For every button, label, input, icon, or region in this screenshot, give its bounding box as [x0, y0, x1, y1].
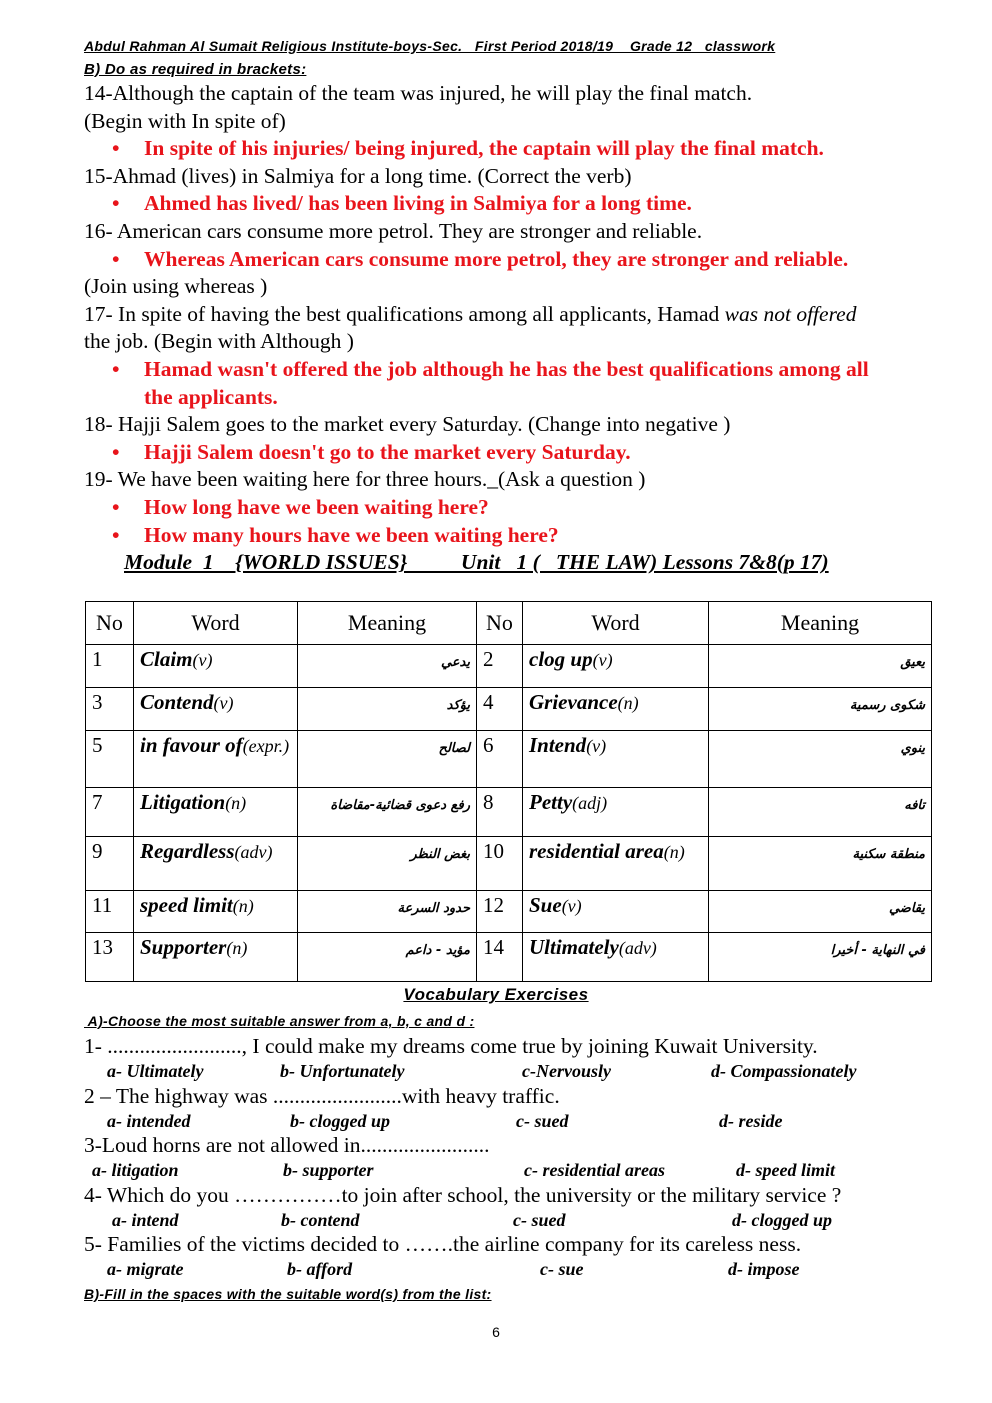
question-17 [84, 301, 944, 356]
q-text: 17- In spite of having the best qualifications among all applicants, Hamad [84, 301, 725, 326]
part-of-speech: (v) [586, 736, 607, 756]
word: Ultimately [529, 935, 619, 959]
answer-option[interactable]: d- impose [728, 1259, 800, 1279]
question-stem: 4- Which do you ……………to join after school, the university or the military service ? [84, 1182, 842, 1207]
vocab-exercises-title: Vocabulary Exercises [403, 985, 589, 1004]
part-of-speech: (v) [561, 896, 582, 916]
table-row [86, 891, 932, 933]
answer-option[interactable]: b- contend [281, 1209, 360, 1230]
answer-option[interactable]: a- intend [112, 1209, 179, 1230]
arabic-meaning: يقاضي [709, 891, 932, 933]
arabic-meaning: يدعي [298, 645, 477, 688]
answer-option[interactable]: a- litigation [92, 1160, 179, 1180]
word: Sue [529, 893, 562, 917]
word-number: 14 [477, 933, 523, 982]
arabic-meaning: في النهاية - أخيرا [709, 933, 932, 982]
question-stem: 5- Families of the victims decided to …….the airline company for its careless ness. [84, 1232, 802, 1256]
part-of-speech: (adj) [572, 793, 608, 813]
answer-option[interactable]: d- Compassionately [711, 1061, 857, 1081]
answer-option[interactable]: a- Ultimately [107, 1061, 204, 1081]
word-number: 11 [86, 891, 134, 933]
answer-option[interactable]: d- clogged up [732, 1209, 832, 1230]
arabic-meaning: مؤيد - داعم [298, 933, 477, 982]
word-cell [523, 891, 709, 933]
word: Supporter [140, 935, 227, 959]
col-word: Word [134, 602, 298, 645]
answer-option[interactable]: a- intended [107, 1110, 191, 1131]
word-number: 2 [477, 645, 523, 688]
word-cell [523, 837, 709, 891]
word-cell [523, 688, 709, 731]
answer-line: • Hamad wasn't offered the job although he has the best qualifications among all [144, 356, 869, 381]
exercise-body [84, 80, 944, 577]
word-cell [134, 731, 298, 788]
answer-item: • Whereas American cars consume more petrol, they are stronger and reliable. [84, 246, 944, 274]
part-of-speech: (v) [213, 693, 234, 713]
question-line: 19- We have been waiting here for three hours._(Ask a question ) [84, 467, 646, 492]
col-meaning: Meaning [709, 602, 932, 645]
part-of-speech: (n) [663, 842, 685, 862]
answer-item: • Ahmed has lived/ has been living in Salmiya for a long time. [84, 190, 944, 218]
arabic-meaning: يعيق [709, 645, 932, 688]
word: Petty [529, 790, 573, 814]
word-number: 6 [477, 731, 523, 788]
answer-option[interactable]: d- speed limit [736, 1160, 835, 1180]
answer-option[interactable]: a- migrate [107, 1259, 184, 1279]
word: Regardless [140, 839, 235, 863]
answer-option[interactable]: d- reside [719, 1110, 783, 1131]
question-line: 14-Although the captain of the team was injured, he will play the final match. [84, 81, 753, 105]
table-row [86, 688, 932, 731]
word-number: 7 [86, 788, 134, 837]
question-line: (Begin with In spite of) [84, 108, 286, 133]
part-of-speech: (v) [592, 650, 613, 670]
question-line: 18- Hajji Salem goes to the market every Saturday. (Change into negative ) [84, 412, 731, 437]
school-header: Abdul Rahman Al Sumait Religious Institute-boys-Sec. First Period 2018/19 Grade 12 classwork [84, 38, 776, 54]
word-cell [134, 688, 298, 731]
arabic-meaning: شكوى رسمية [709, 688, 932, 731]
word: Intend [529, 733, 587, 757]
answer-item: • In spite of his injuries/ being injured, the captain will play the final match. [84, 135, 944, 163]
part-of-speech: (expr.) [242, 736, 290, 756]
answer-option[interactable]: c- sued [513, 1209, 566, 1230]
word-number: 8 [477, 788, 523, 837]
answer-option[interactable]: b- clogged up [290, 1110, 390, 1131]
col-word: Word [523, 602, 709, 645]
word-number: 5 [86, 731, 134, 788]
arabic-meaning: بغض النظر [298, 837, 477, 891]
part-of-speech: (n) [226, 938, 248, 958]
answer-item: • How long have we been waiting here? [84, 494, 944, 522]
word-cell [134, 933, 298, 982]
word-cell [134, 837, 298, 891]
vocabulary-table [85, 601, 932, 982]
question-stem: 2 – The highway was ........................with heavy traffic. [84, 1083, 560, 1108]
answer-option[interactable]: b- afford [287, 1259, 353, 1279]
word: Litigation [140, 790, 226, 814]
word-number: 1 [86, 645, 134, 688]
part-of-speech: (n) [232, 896, 254, 916]
part-of-speech: (n) [225, 793, 247, 813]
col-no: No [477, 602, 523, 645]
answer-item: • How many hours have we been waiting here? [84, 522, 944, 550]
answer-option[interactable]: c- sue [540, 1259, 584, 1279]
answer-option[interactable]: c- residential areas [524, 1160, 665, 1180]
arabic-meaning: لصالح [298, 731, 477, 788]
arabic-meaning: رفع دعوى قضائية-مقاضاة [298, 788, 477, 837]
answer-option[interactable]: c-Nervously [522, 1061, 611, 1081]
section-a-heading: A)-Choose the most suitable answer from a, b, c and d : [84, 1013, 475, 1029]
word-number: 13 [86, 933, 134, 982]
col-meaning: Meaning [298, 602, 477, 645]
arabic-meaning: حدود السرعة [298, 891, 477, 933]
word-number: 3 [86, 688, 134, 731]
section-b2-heading: B)-Fill in the spaces with the suitable word(s) from the list: [84, 1286, 492, 1302]
word-cell [523, 788, 709, 837]
arabic-meaning: ينوي [709, 731, 932, 788]
word-cell [523, 933, 709, 982]
part-of-speech: (adv) [234, 842, 273, 862]
arabic-meaning: منطقة سكنية [709, 837, 932, 891]
word-cell [523, 731, 709, 788]
word-cell [523, 645, 709, 688]
word-cell [134, 645, 298, 688]
word-number: 4 [477, 688, 523, 731]
page-number: 6 [492, 1324, 500, 1340]
word-number: 12 [477, 891, 523, 933]
question-stem: 1- ........................., I could make my dreams come true by joining Kuwait University. [84, 1034, 818, 1058]
arabic-meaning: تافه [709, 788, 932, 837]
table-row [86, 837, 932, 891]
part-of-speech: (v) [192, 650, 213, 670]
table-row [86, 933, 932, 982]
word: in favour of [140, 733, 243, 757]
table-row [86, 788, 932, 837]
word: clog up [529, 647, 593, 671]
word-number: 10 [477, 837, 523, 891]
table-header [86, 602, 932, 645]
question-line: 15-Ahmad (lives) in Salmiya for a long time. (Correct the verb) [84, 163, 632, 188]
word: Claim [140, 647, 193, 671]
table-row [86, 731, 932, 788]
question-line: (Join using whereas ) [84, 274, 268, 299]
module-title: Module 1 {WORLD ISSUES} Unit 1 ( THE LAW) Lessons 7&8(p 17) [124, 550, 829, 575]
answer-line: the applicants. [144, 384, 278, 409]
word: speed limit [140, 893, 233, 917]
table-row [86, 645, 932, 688]
part-of-speech: (n) [617, 693, 639, 713]
answer-option[interactable]: b- Unfortunately [280, 1061, 405, 1081]
word: residential area [529, 839, 664, 863]
answer-option[interactable]: b- supporter [283, 1160, 374, 1180]
question-stem: 3-Loud horns are not allowed in........................ [84, 1133, 490, 1157]
part-of-speech: (adv) [618, 938, 657, 958]
q-italic: was not offered [724, 301, 857, 326]
word-cell [134, 891, 298, 933]
word: Grievance [529, 690, 618, 714]
word-cell [134, 788, 298, 837]
arabic-meaning: يؤكد [298, 688, 477, 731]
word-number: 9 [86, 837, 134, 891]
q-text2: the job. (Begin with Although ) [84, 329, 354, 354]
question-line: 16- American cars consume more petrol. They are stronger and reliable. [84, 218, 703, 243]
answer-item [84, 356, 944, 411]
section-b-heading: B) Do as required in brackets: [84, 61, 307, 78]
answer-option[interactable]: c- sued [516, 1110, 569, 1131]
word: Contend [140, 690, 214, 714]
answer-item: • Hajji Salem doesn't go to the market every Saturday. [84, 439, 944, 467]
col-no: No [86, 602, 134, 645]
